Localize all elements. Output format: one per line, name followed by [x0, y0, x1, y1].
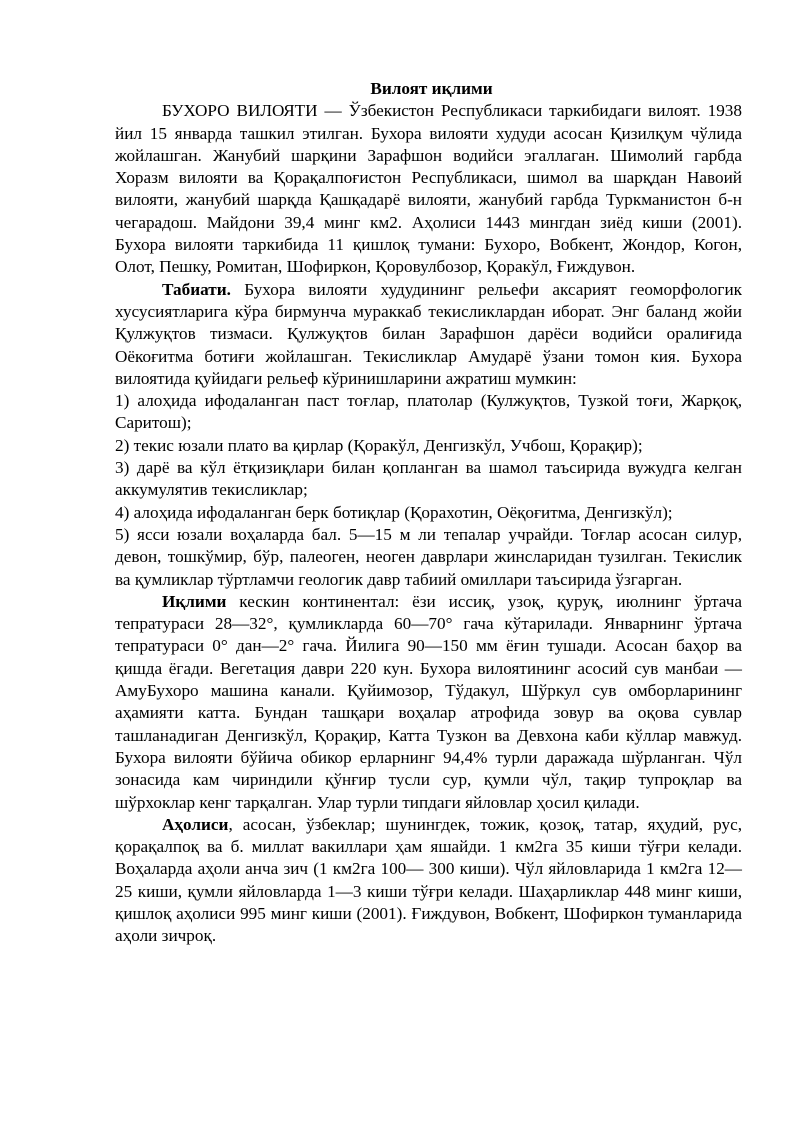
list-item: 1) алоҳида ифодаланган паст тоғлар, платолар (Кулжуқтов, Тузкой тоғи, Жарқоқ, Саритош); [115, 391, 742, 433]
list-item: 4) алоҳида ифодаланган берк ботиқлар (Қорахотин, Оёқоғитма, Денгизкўл); [115, 502, 673, 522]
nature-paragraph [115, 279, 742, 390]
population-paragraph [115, 814, 742, 948]
population-heading: Аҳолиси [162, 814, 229, 834]
list-item: 3) дарё ва кўл ётқизиқлари билан қопланган ва шамол таъсирида вужудга келган аккумулятив текисликлар; [115, 458, 742, 500]
document-page [115, 78, 742, 948]
nature-heading: Табиати. [162, 279, 231, 299]
page-title: Вилоят иқлими [370, 79, 493, 98]
climate-heading: Иқлими [162, 591, 227, 611]
list-item: 2) текис юзали плато ва қирлар (Қоракўл, Денгизкўл, Учбош, Қорақир); [115, 435, 643, 455]
climate-text: кескин континентал: ёзи иссиқ, узоқ, қуруқ, июлнинг ўртача тепратураси 28—32°, қумликларда 60—70° гача кўтарилади. Январнинг ўртача тепратураси 0° дан—2° гача. Йилига 90—150 мм ёғин тушади. Асосан баҳор ва қишда ёгади. Вегетация даври 220 кун. Бухора вилоятининг асосий сув манбаи —АмуБухоро машина канали. Қуйимозор, Тўдакул, Шўркул сув омборларининг аҳамияти катта. Бундан ташқари воҳалар атрофида зовур ва оқова сувлар ташланадиган Денгизкўл, Қорақир, Катта Тузкон ва Девхона каби кўллар мавжуд. Бухора вилояти бўйича обикор ерларнинг 94,4% турли даражада шўрланган. Чўл зонасида кам чириндили қўнғир тусли сур, қумли чўл, тақир тупроқлар ва шўрхоклар кенг тарқалган. Улар турли типдаги яйловлар ҳосил қилади. [115, 591, 742, 812]
population-text: , асосан, ўзбеклар; шунингдек, тожик, қозоқ, татар, яҳудий, рус, қорақалпоқ ва б. миллат вакиллари ҳам яшайди. 1 км2га 35 киши тўғри келади. Воҳаларда аҳоли анча зич (1 км2га 100— 300 киши). Чўл яйловларида 1 км2га 12—25 киши, қумли яйловларда 1—3 киши тўғри келади. Шаҳарликлар 448 минг киши, қишлоқ аҳолиси 995 минг киши (2001). Ғиждувон, Вобкент, Шофиркон туманларида аҳоли зичроқ. [115, 814, 742, 946]
list-item: 5) ясси юзали воҳаларда бал. 5—15 м ли тепалар учрайди. Тоғлар асосан силур, девон, тошкўмир, бўр, палеоген, неоген даврлари жинсларидан тузилган. Текислик ва қумликлар тўртламчи геологик давр табиий омиллари таъсирида ўзгарган. [115, 524, 742, 589]
nature-text: Бухора вилояти худудининг рельефи аксарият геоморфологик хусусиятларига кўра бирмунча мураккаб текисликлардан иборат. Энг баланд жойи Қулжуқтов тизмаси. Қулжуқтов билан Зарафшон дарёси водийси оралиғида Оёкоғитма ботиғи жойлашган. Текисликлар Амударё ўзани томон кия. Бухора вилоятида қуйидаги рельеф кўринишларини ажратиш мумкин: [115, 279, 742, 388]
intro-paragraph: БУХОРО ВИЛОЯТИ — Ўзбекистон Республикаси таркибидаги вилоят. 1938 йил 15 январда ташкил этилган. Бухора вилояти худуди асосан Қизилқум чўлида жойлашган. Жанубий шарқини Зарафшон водийси эгаллаган. Шимолий гарбда Хоразм вилояти ва Қорақалпоғистон Республикаси, шимол ва шарқдан Навоий вилояти, жанубий шарқда Қашқадарё вилояти, жанубий гарбда Туркманистон б-н чегарадош. Майдони 39,4 минг км2. Аҳолиси 1443 мингдан зиёд киши (2001). Бухора вилояти таркибида 11 қишлоқ тумани: Бухоро, Вобкент, Жондор, Когон, Олот, Пешку, Ромитан, Шофиркон, Қоровулбозор, Қоракўл, Ғиждувон. [115, 101, 742, 277]
climate-paragraph [115, 591, 742, 814]
